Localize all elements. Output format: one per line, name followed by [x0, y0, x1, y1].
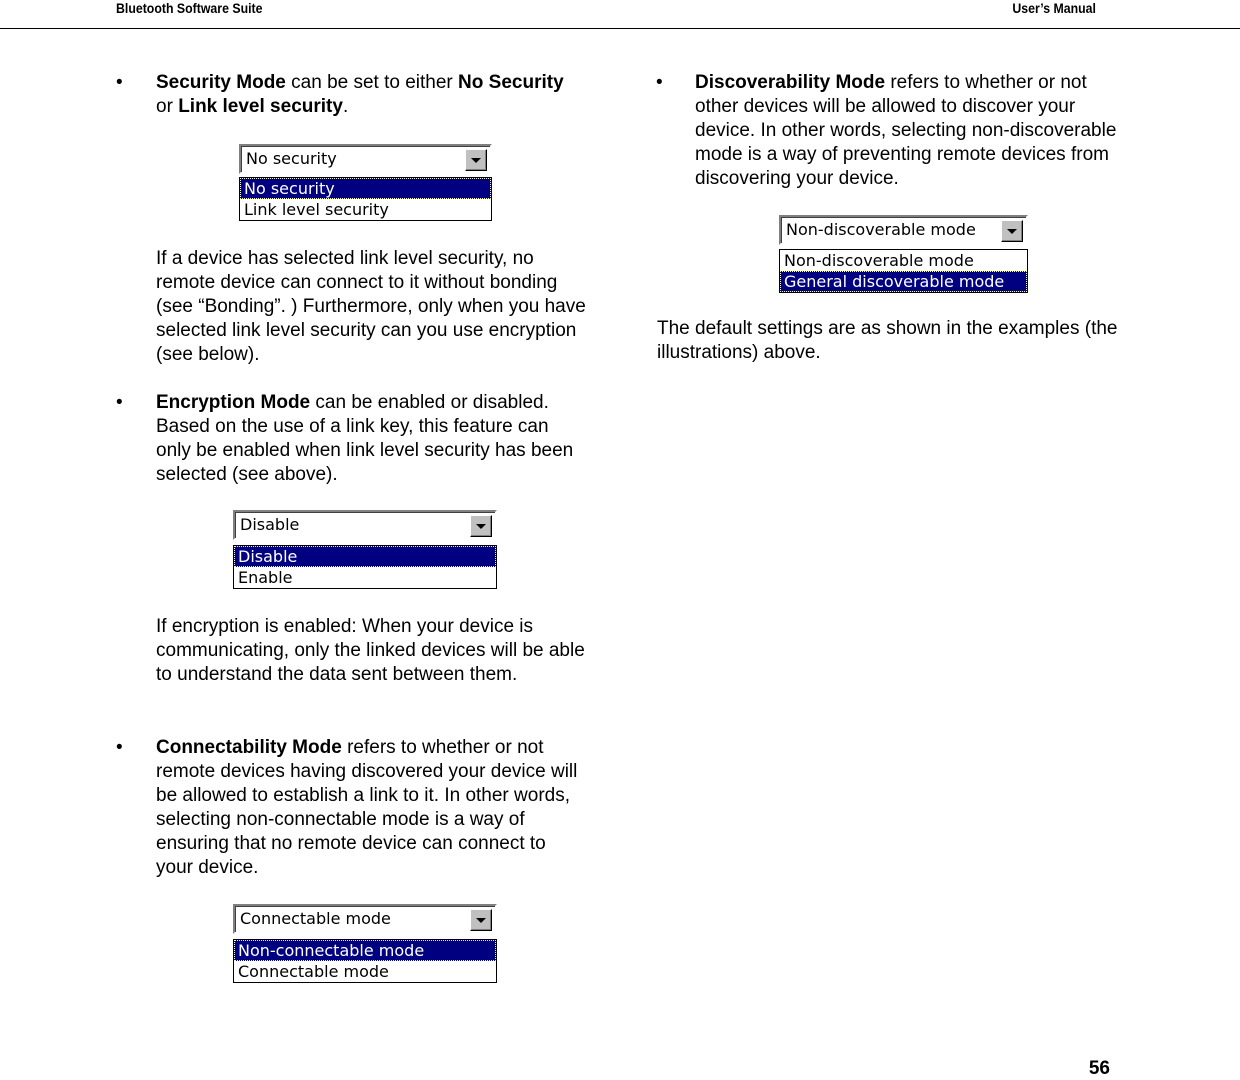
chevron-down-icon: [476, 524, 486, 529]
dropdown-list: [779, 249, 1028, 293]
option-no-security[interactable]: No security: [240, 178, 491, 199]
header-rule: [0, 28, 1240, 29]
bullet: •: [656, 72, 663, 93]
combo-value: Disable: [240, 515, 300, 534]
bullet: •: [116, 737, 123, 758]
combo-box[interactable]: [779, 215, 1028, 245]
combo-value: Non-discoverable mode: [786, 220, 976, 239]
encryption-note: If encryption is enabled: When your device is communicating, only the linked devices will be able to understand the data sent between them.: [156, 616, 585, 685]
dropdown-button[interactable]: [470, 515, 492, 537]
term: Connectability Mode: [156, 737, 342, 758]
chevron-down-icon: [471, 158, 481, 163]
connectability-mode-text: Connectability Mode refers to whether or not remote devices having discovered your device will be allowed to establish a link to it. In other words, selecting non-connectable mode is a way of ensuring that no remote device can connect to your device.: [156, 737, 578, 878]
dropdown-button[interactable]: [470, 909, 492, 931]
option-enable[interactable]: Enable: [238, 568, 293, 587]
bullet: •: [116, 392, 123, 413]
combo-value: Connectable mode: [240, 909, 391, 928]
option-non-discoverable-mode[interactable]: Non-discoverable mode: [784, 251, 974, 270]
option-non-connectable-mode[interactable]: Non-connectable mode: [234, 940, 496, 961]
chevron-down-icon: [1007, 229, 1017, 234]
dropdown-button[interactable]: [465, 149, 487, 171]
security-mode-text: Security Mode can be set to either No Security or Link level security.: [156, 72, 564, 117]
dropdown-button[interactable]: [1001, 220, 1023, 242]
dropdown-list: [233, 545, 497, 589]
dropdown-list: [239, 177, 492, 221]
dropdown-list: [233, 939, 497, 983]
header-title: Bluetooth Software Suite: [116, 0, 263, 16]
option-connectable-mode[interactable]: Connectable mode: [238, 962, 389, 981]
combo-box[interactable]: [233, 510, 497, 540]
combo-box[interactable]: [233, 904, 497, 934]
encryption-mode-text: Encryption Mode can be enabled or disabled. Based on the use of a link key, this feature can only be enabled when link level security has been selected (see above).: [156, 392, 574, 485]
term: Security Mode: [156, 72, 286, 93]
header-manual: User’s Manual: [1012, 0, 1096, 16]
option-link-level-security[interactable]: Link level security: [244, 200, 389, 219]
page-number: 56: [1088, 1058, 1110, 1079]
security-note: If a device has selected link level security, no remote device can connect to it without bonding (see “Bonding”. ) Furthermore, only when you have selected link level security can you use encryption (see below).: [156, 248, 586, 365]
bullet: •: [116, 72, 123, 93]
term: Discoverability Mode: [695, 72, 886, 93]
option-disable[interactable]: Disable: [234, 546, 496, 567]
option-general-discoverable-mode[interactable]: General discoverable mode: [780, 271, 1027, 292]
combo-box[interactable]: [239, 144, 492, 174]
term: Encryption Mode: [156, 392, 311, 413]
defaults-note: The default settings are as shown in the examples (the illustrations) above.: [657, 318, 1118, 363]
combo-value: No security: [246, 149, 337, 168]
chevron-down-icon: [476, 918, 486, 923]
discoverability-mode-text: Discoverability Mode refers to whether or not other devices will be allowed to discover your device. In other words, selecting non-discoverable mode is a way of preventing remote devices from discovering your device.: [695, 72, 1117, 189]
